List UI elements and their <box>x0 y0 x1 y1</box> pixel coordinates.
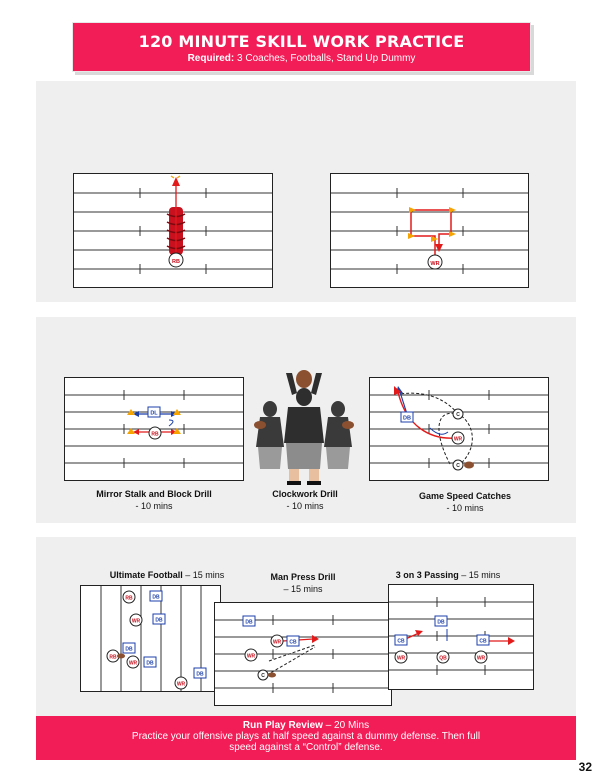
run-play-review-label: Run Play Review <box>242 720 323 731</box>
ultimate-football-diagram <box>81 586 220 691</box>
drill-name-man-press: Man Press Drill <box>270 572 336 582</box>
drill-caption-game-speed <box>380 490 550 514</box>
drill-time-ultimate-football: – 15 mins <box>185 570 225 580</box>
game-speed-catches-diagram <box>370 378 548 480</box>
drill-name-mirror-stalk: Mirror Stalk and Block Drill <box>96 489 212 499</box>
drill-caption-3-on-3 <box>380 569 516 581</box>
required-label: Required: <box>187 53 235 64</box>
p3-qb-label: QB <box>439 655 447 662</box>
mirror-stalk-diagram <box>65 378 243 480</box>
mp-db-label-1: DB <box>245 619 253 626</box>
drill-name-game-speed: Game Speed Catches <box>418 491 512 501</box>
wr-route-drill-field <box>330 173 529 288</box>
mp-wr-label-1: WR <box>272 639 282 646</box>
required-value: 3 Coaches, Footballs, Stand Up Dummy <box>237 53 416 64</box>
mirror-stalk-field <box>64 377 244 481</box>
game-speed-catches-field <box>369 377 549 481</box>
required-equipment <box>73 53 530 64</box>
mp-wr-label-2: WR <box>246 653 256 660</box>
rb-dummy-drill-diagram <box>74 174 272 287</box>
wr-player-label-2: WR <box>453 436 463 443</box>
uf-db-label-5: DB <box>196 671 204 678</box>
dl-player-label: DL <box>150 410 158 417</box>
uf-rb-label-1: RB <box>125 595 133 602</box>
rb-dummy-drill-field <box>73 173 273 288</box>
center-label-2: C <box>456 463 460 469</box>
drill-caption-man-press <box>256 571 350 595</box>
uf-db-label-1: DB <box>152 594 160 601</box>
run-play-review-line-2: speed against a “Control” defense. <box>229 742 383 753</box>
uf-db-label-4: DB <box>146 660 154 667</box>
p3-cb-label-2: CB <box>479 638 487 645</box>
drill-time-3-on-3: – 15 mins <box>461 570 501 580</box>
db-player-label-1: DB <box>403 415 411 422</box>
uf-wr-label-3: WR <box>176 681 186 688</box>
p3-wr-label-2: WR <box>476 655 486 662</box>
drill-caption-ultimate-football <box>88 569 246 581</box>
page-number: 32 <box>578 760 592 774</box>
wr-player-label: WR <box>430 261 440 267</box>
p3-cb-label-1: CB <box>397 638 405 645</box>
drill-caption-clockwork <box>250 488 360 512</box>
run-play-review-banner <box>36 716 576 760</box>
man-press-diagram <box>215 603 391 705</box>
drill-time-mirror-stalk: - 10 mins <box>135 501 173 511</box>
uf-wr-label-1: WR <box>131 618 141 625</box>
drill-time-game-speed: - 10 mins <box>446 503 484 513</box>
uf-db-label-2: DB <box>155 617 163 624</box>
p3-db-label-1: DB <box>437 619 445 626</box>
drill-name-clockwork: Clockwork Drill <box>272 489 338 499</box>
uf-rb-label-2: RB <box>109 654 117 661</box>
mp-center-label: C <box>261 673 265 679</box>
p3-wr-label-1: WR <box>396 655 406 662</box>
rb-player-label: RB <box>172 259 180 265</box>
run-play-review-line-1: Practice your offensive plays at half speed against a dummy defense. Then full <box>131 731 481 742</box>
drill-caption-mirror-stalk <box>60 488 248 512</box>
drill-time-clockwork: - 10 mins <box>286 501 324 511</box>
man-press-field <box>214 602 392 706</box>
drill-name-ultimate-football: Ultimate Football <box>109 570 183 580</box>
clockwork-drill-player-icon <box>252 357 356 485</box>
center-label-1: C <box>456 412 460 418</box>
ultimate-football-field <box>80 585 221 692</box>
uf-db-label-3: DB <box>125 646 133 653</box>
run-play-review-title <box>36 720 576 731</box>
run-play-review-time: – 20 Mins <box>325 720 370 731</box>
3-on-3-passing-field <box>388 584 534 690</box>
drill-time-man-press: – 15 mins <box>283 584 323 594</box>
page-title: 120 MINUTE SKILL WORK PRACTICE <box>138 32 465 51</box>
drill-name-3-on-3: 3 on 3 Passing <box>395 570 459 580</box>
wr-route-drill-diagram <box>331 174 528 287</box>
3-on-3-passing-diagram <box>389 585 533 689</box>
page-header <box>72 22 531 72</box>
uf-wr-label-2: WR <box>128 660 138 667</box>
rb-player-label-2: RB <box>151 431 159 438</box>
mp-cb-label-1: CB <box>289 639 297 646</box>
